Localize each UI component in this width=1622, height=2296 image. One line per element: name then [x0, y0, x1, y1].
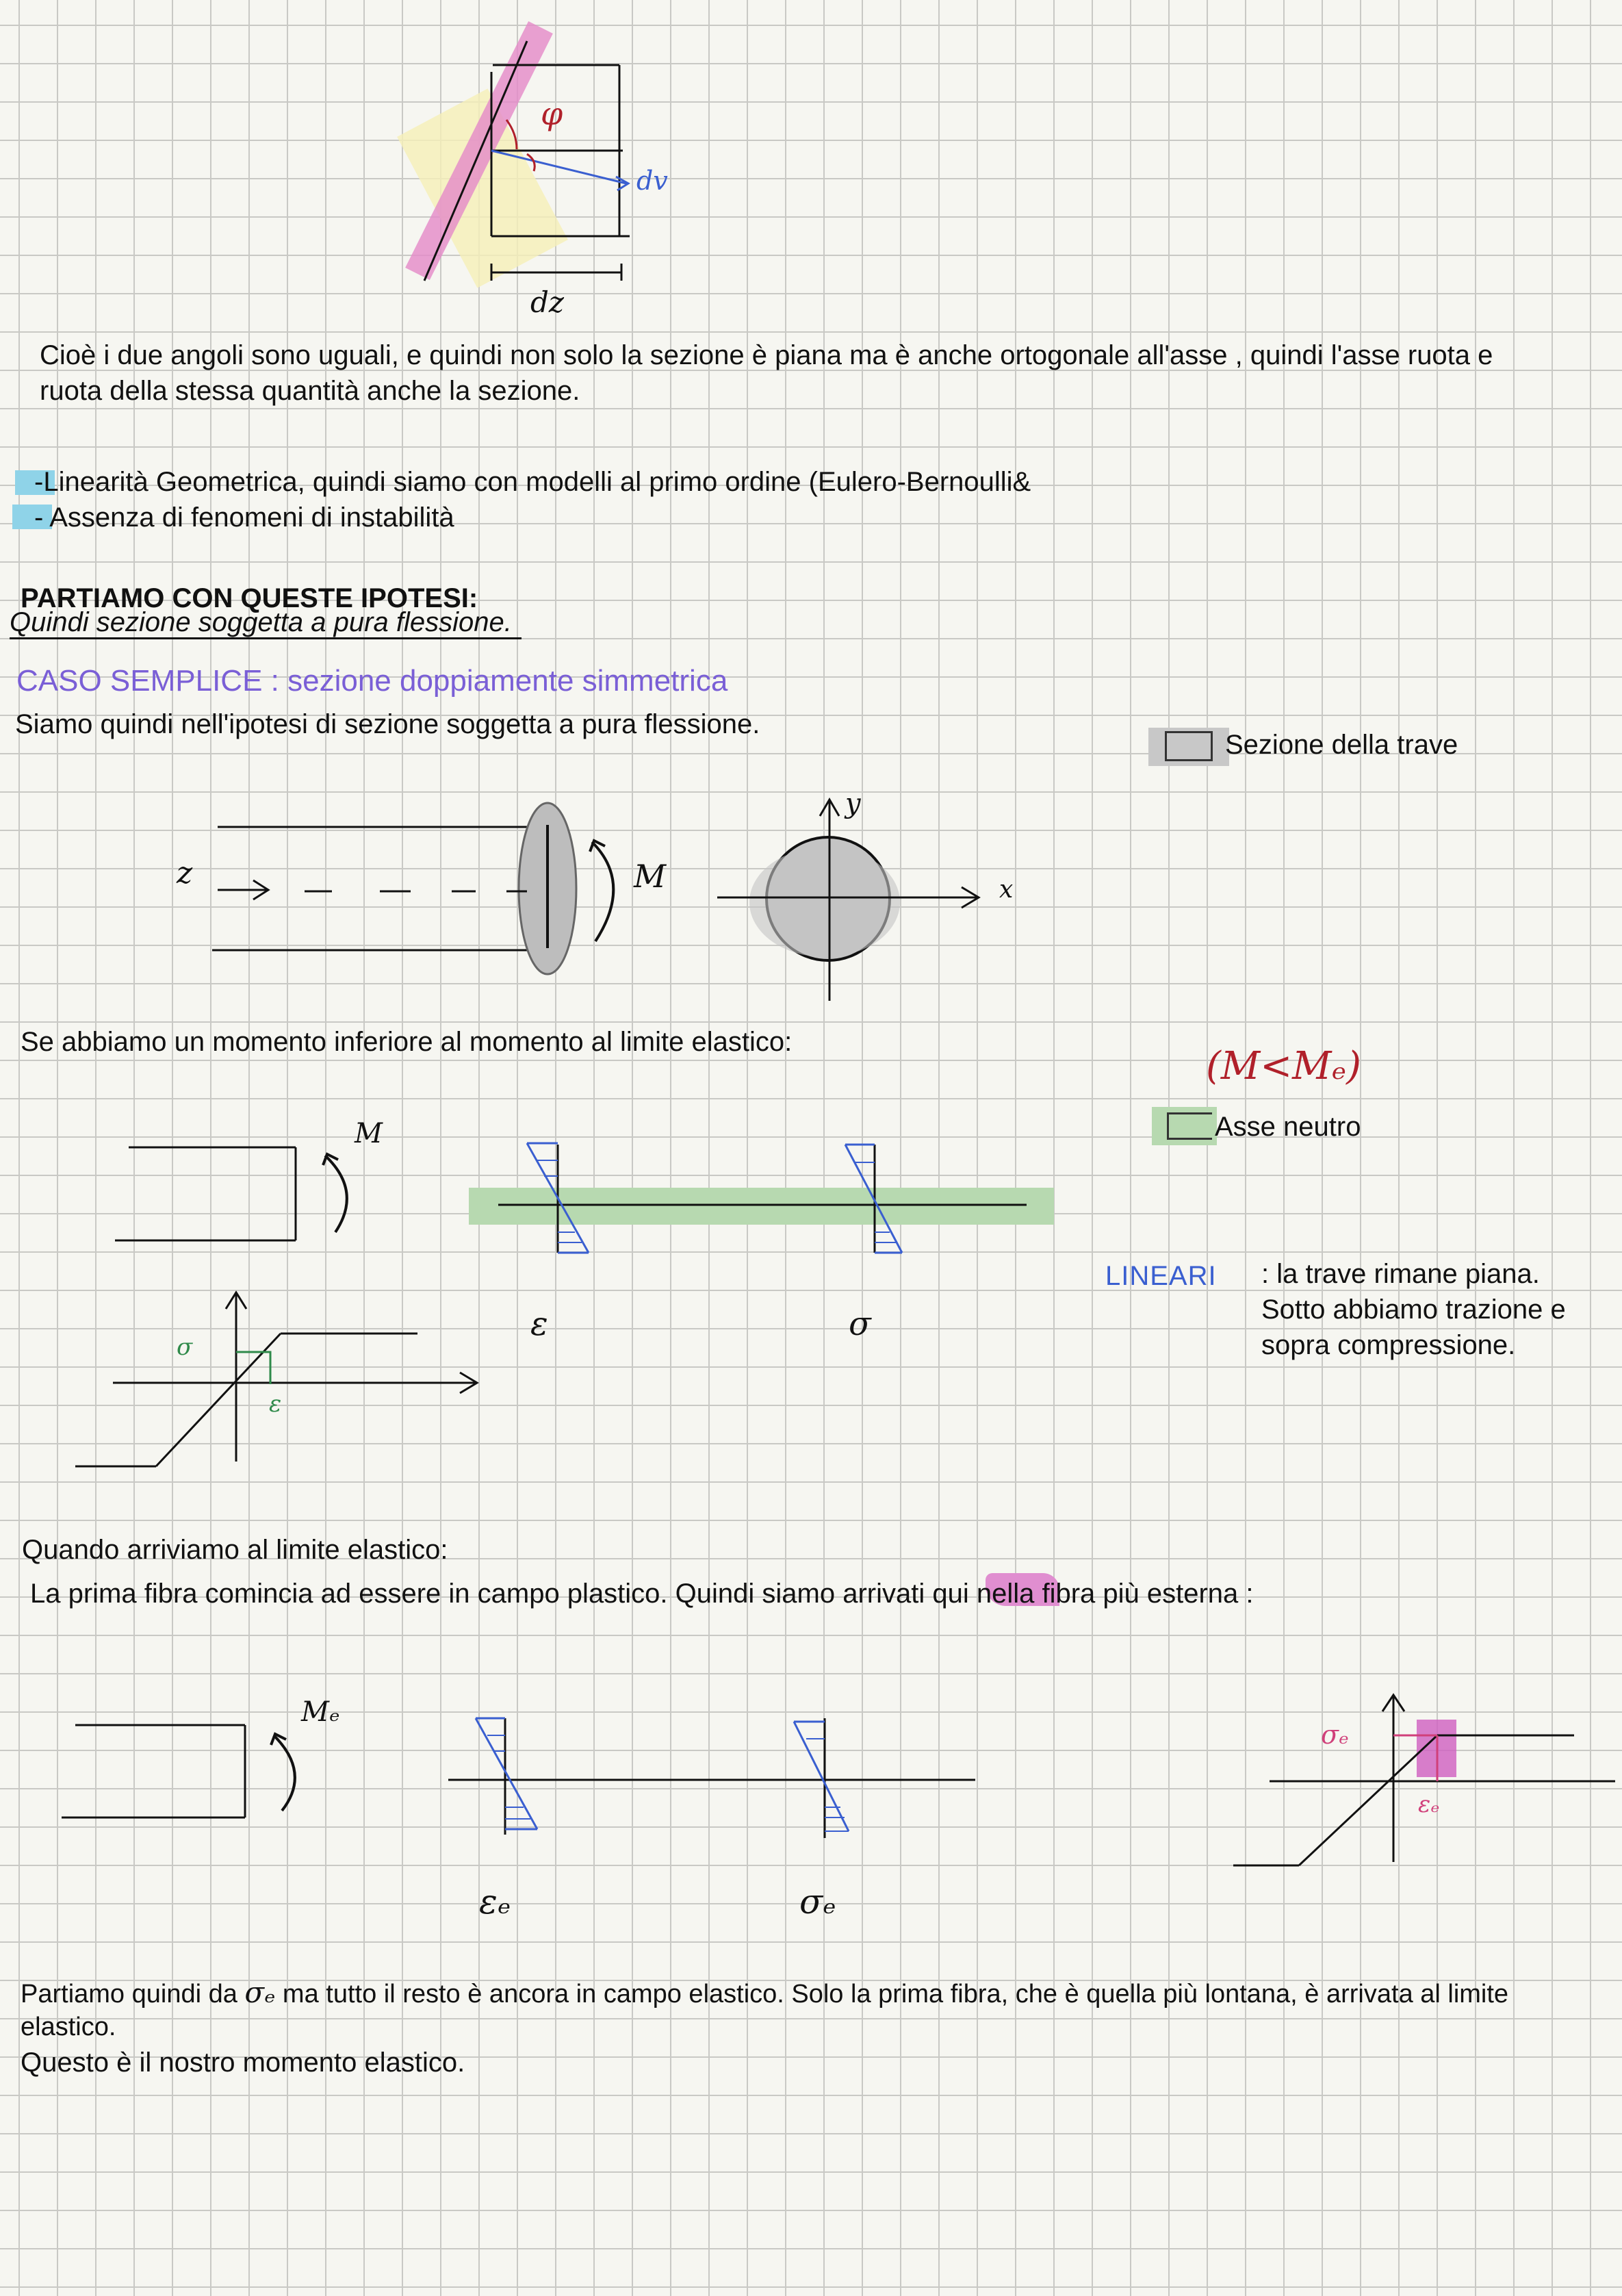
- momento-inferiore-text: Se abbiamo un momento inferiore al momento al limite elastico:: [21, 1027, 793, 1057]
- axis-z-label: z: [177, 856, 193, 891]
- heading-ipotesi: PARTIAMO CON QUESTE IPOTESI:: [21, 583, 478, 613]
- sigma-e-label: σₑ: [799, 1882, 836, 1922]
- subheading-flessione: Quindi sezione soggetta a pura flessione.: [10, 607, 522, 639]
- m-less-me-note: (M<Mₑ): [1206, 1044, 1361, 1088]
- conclusion-part2: ma tutto il resto è ancora in campo elastico. Solo la prima fibra, che è quella più lontana, è arrivata al limite elastico.: [21, 1980, 1509, 2041]
- conclusion-paragraph: [21, 1976, 1601, 2043]
- graph-eps-e-label: εₑ: [1418, 1791, 1440, 1818]
- conclusion-symbol: σₑ: [244, 1976, 276, 2009]
- prima-fibra-text: La prima fibra comincia ad essere in campo plastico. Quindi siamo arrivati qui nella fibra più esterna :: [30, 1579, 1254, 1609]
- lineari-text: : la trave rimane piana. Sotto abbiamo trazione e sopra compressione.: [1261, 1259, 1566, 1360]
- intro-paragraph: Cioè i due angoli sono uguali, e quindi non solo la sezione è piana ma è anche ortogonale all'asse , quindi l'asse ruota e ruota della stessa quantità anche la sezione.: [40, 340, 1493, 406]
- bullet-instabilita: - Assenza di fenomeni di instabilità: [34, 502, 454, 533]
- legend-asse-label: Asse neutro: [1215, 1112, 1361, 1142]
- legend-sezione-label: Sezione della trave: [1225, 730, 1458, 760]
- conclusion-part1: Partiamo quindi da: [21, 1980, 237, 2008]
- lineari-label: LINEARI: [1105, 1261, 1217, 1291]
- dv-label: dv: [636, 166, 668, 196]
- limite-elastico-text: Quando arriviamo al limite elastico:: [22, 1535, 448, 1565]
- moment-m-label-2: M: [355, 1118, 383, 1149]
- epsilon-label: ε: [530, 1305, 548, 1343]
- eps-e-label: εₑ: [479, 1882, 511, 1922]
- phi-label: φ: [541, 95, 563, 132]
- bullet-linearita: -Linearità Geometrica, quindi siamo con modelli al primo ordine (Eulero-Bernoulli&: [34, 467, 1031, 497]
- moment-me-label: Mₑ: [301, 1696, 340, 1728]
- axis-x-label: x: [999, 876, 1014, 904]
- graph-epsilon-label: ε: [269, 1390, 282, 1418]
- conclusion-last: Questo è il nostro momento elastico.: [21, 2048, 465, 2078]
- dz-label: dz: [530, 285, 565, 319]
- sigma-label: σ: [849, 1305, 871, 1343]
- graph-sigma-e-label: σₑ: [1321, 1720, 1349, 1750]
- siamo-ipotesi-text: Siamo quindi nell'ipotesi di sezione soggetta a pura flessione.: [15, 709, 760, 739]
- graph-sigma-label: σ: [177, 1334, 193, 1361]
- axis-y-label: y: [845, 788, 861, 819]
- caso-semplice-title: CASO SEMPLICE : sezione doppiamente simmetrica: [16, 664, 728, 698]
- moment-m-label-1: M: [634, 858, 667, 895]
